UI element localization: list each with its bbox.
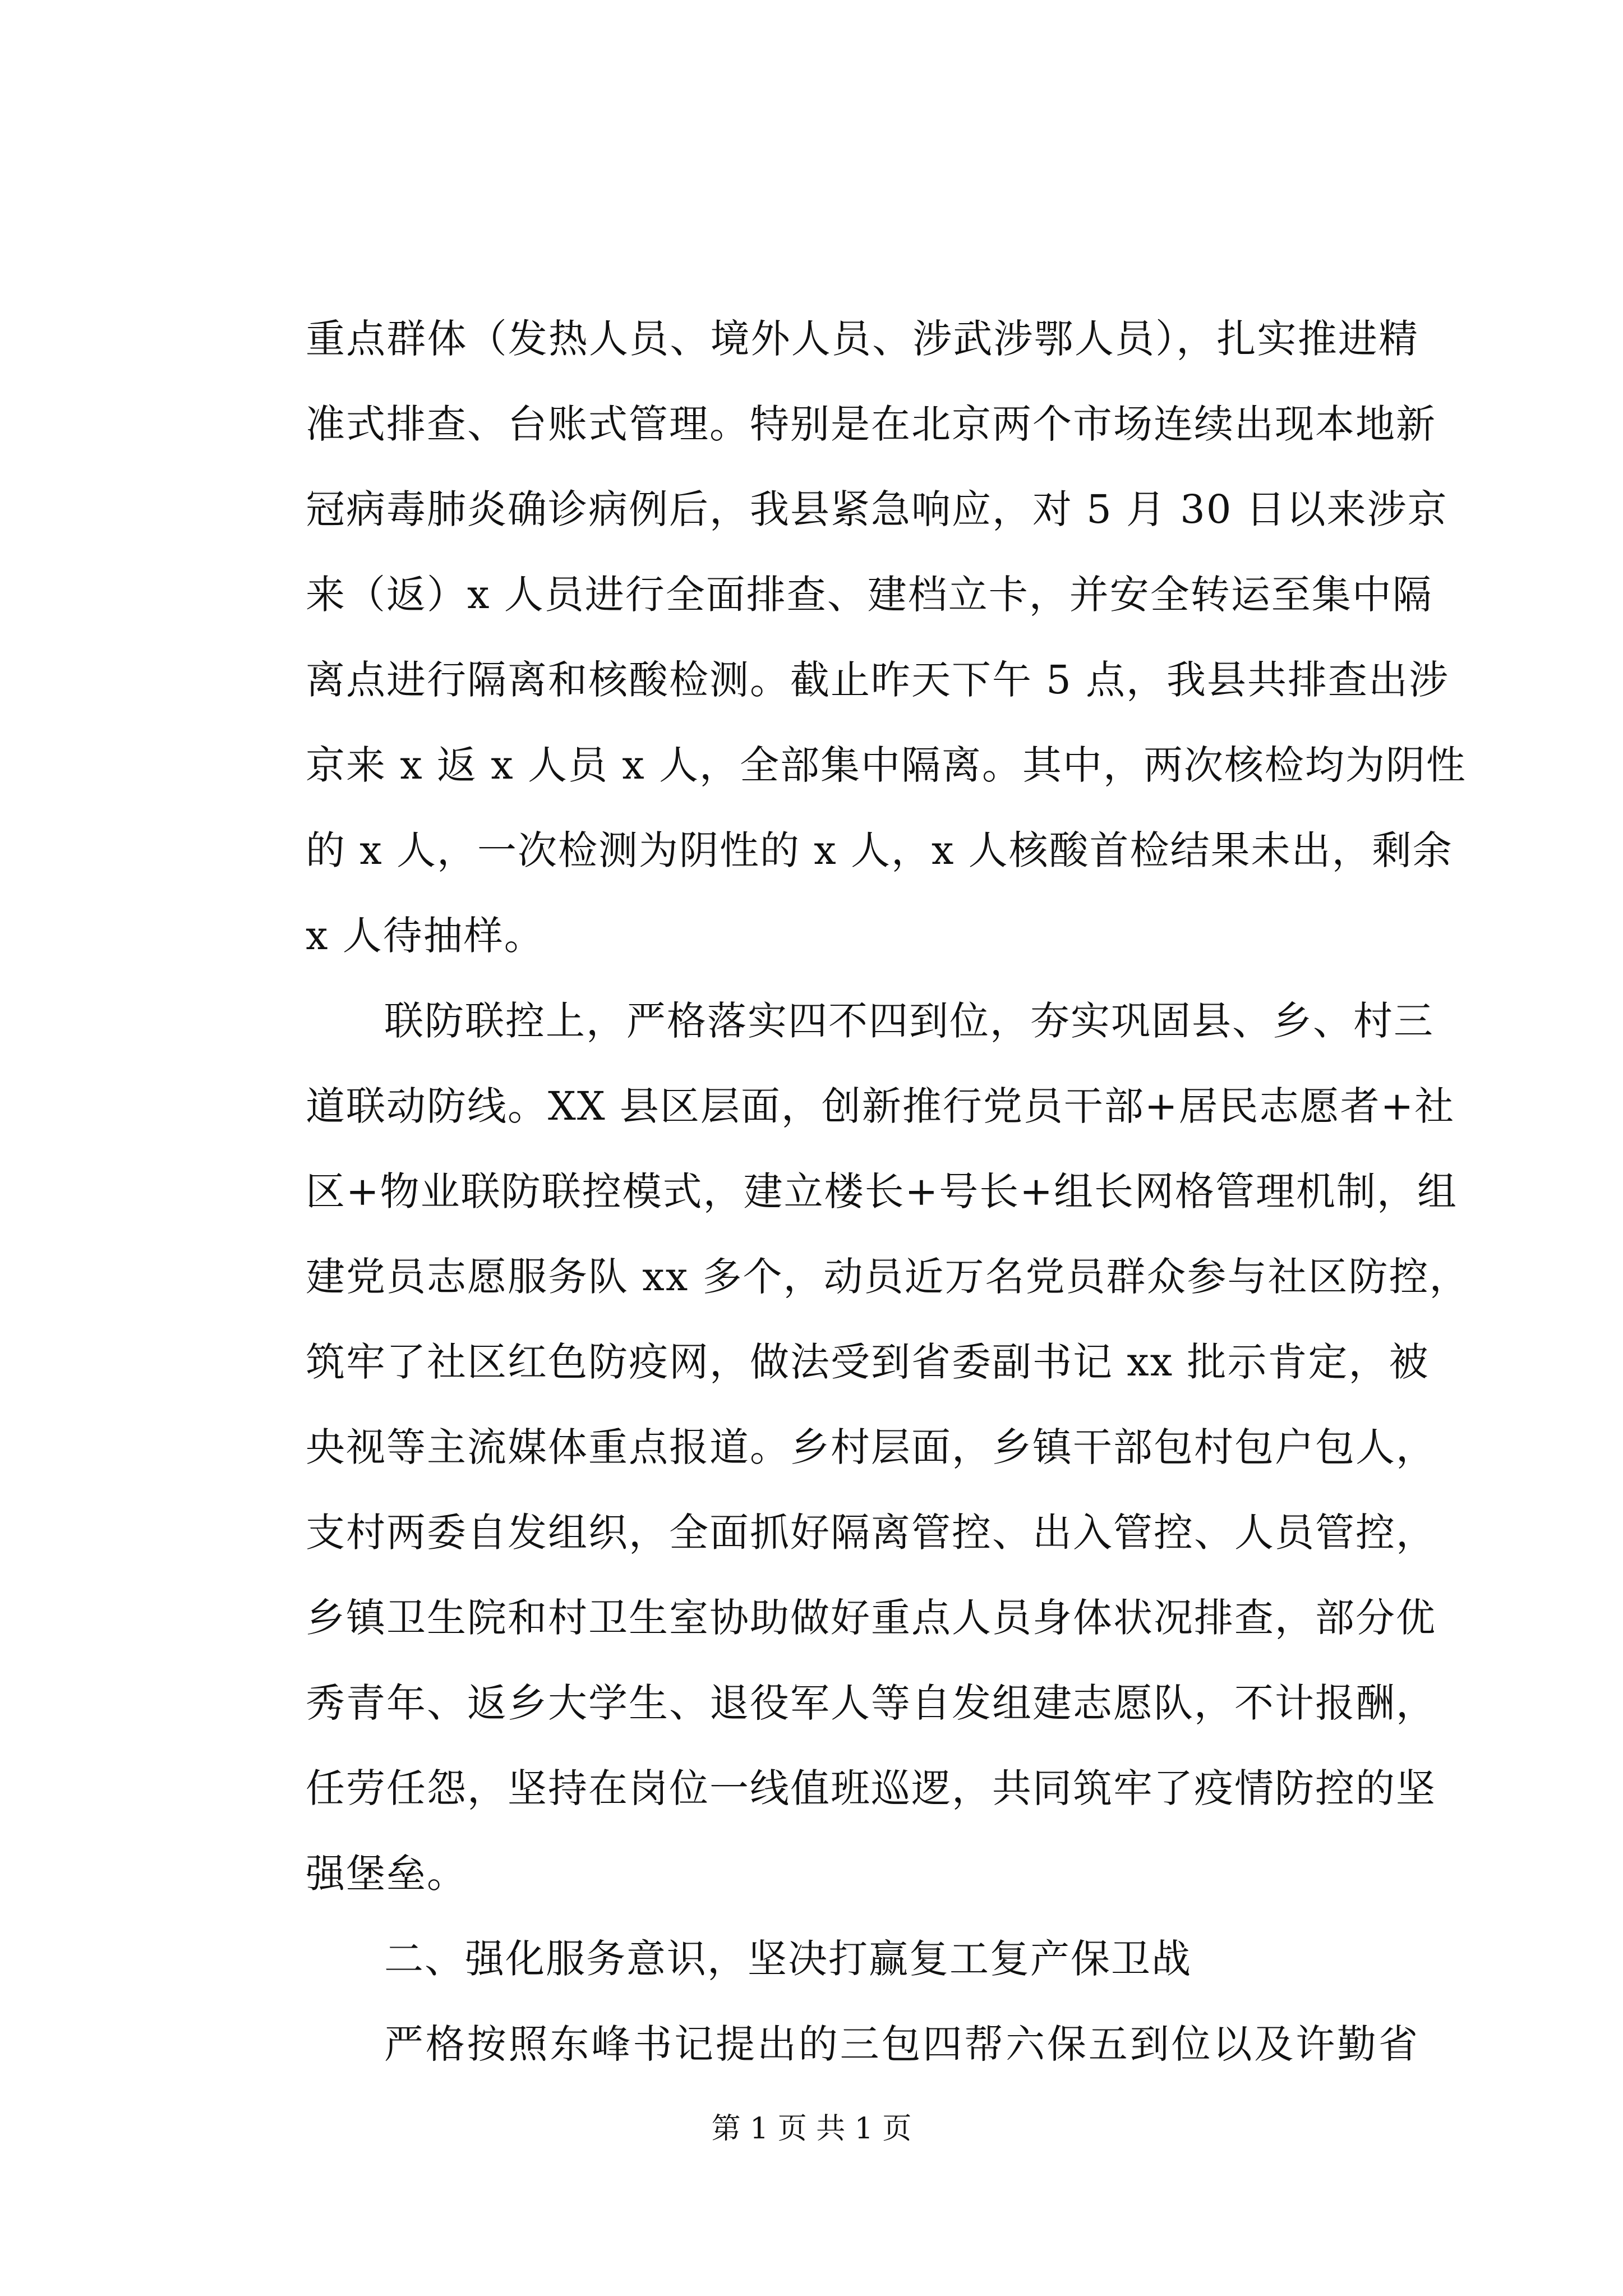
text-line: 央视等主流媒体重点报道。乡村层面，乡镇干部包村包户包人， (306, 1424, 1436, 1470)
text-line: 乡镇卫生院和村卫生室协助做好重点人员身体状况排查，部分优 (306, 1595, 1436, 1641)
paragraph-first-line: 严格按照东峰书记提出的三包四帮六保五到位以及许勤省 (384, 2021, 1419, 2067)
text-line: 离点进行隔离和核酸检测。截止昨天下午 5 点，我县共排查出涉 (306, 657, 1450, 703)
text-line: 重点群体（发热人员、境外人员、涉武涉鄂人员），扎实推进精 (306, 316, 1419, 362)
paragraph-first-line: 联防联控上，严格落实四不四到位，夯实巩固县、乡、村三 (384, 998, 1434, 1044)
text-line: 冠病毒肺炎确诊病例后，我县紧急响应，对 5 月 30 日以来涉京 (306, 486, 1448, 532)
text-line: 强堡垒。 (306, 1851, 467, 1897)
text-line: 准式排查、台账式管理。特别是在北京两个市场连续出现本地新 (306, 401, 1436, 447)
text-line: 的 x 人，一次检测为阴性的 x 人，x 人核酸首检结果未出，剩余 (306, 827, 1453, 873)
section-heading: 二、强化服务意识，坚决打赢复工复产保卫战 (384, 1936, 1192, 1982)
text-line: x 人待抽样。 (306, 913, 545, 959)
text-line: 来（返）x 人员进行全面排查、建档立卡，并安全转运至集中隔 (306, 572, 1433, 618)
text-line: 建党员志愿服务队 xx 多个，动员近万名党员群众参与社区防控， (306, 1254, 1470, 1300)
text-line: 筑牢了社区红色防疫网，做法受到省委副书记 xx 批示肯定，被 (306, 1339, 1430, 1385)
text-line: 道联动防线。XX 县区层面，创新推行党员干部+居民志愿者+社 (306, 1083, 1455, 1129)
text-line: 支村两委自发组织，全面抓好隔离管控、出入管控、人员管控， (306, 1510, 1436, 1556)
document-body (306, 296, 1470, 2087)
text-line: 任劳任怨，坚持在岗位一线值班巡逻，共同筑牢了疫情防控的坚 (306, 1765, 1436, 1811)
text-line: 区+物业联防联控模式，建立楼长+号长+组长网格管理机制，组 (306, 1168, 1458, 1214)
page-footer: 第 1 页 共 1 页 (711, 2112, 912, 2146)
text-line: 京来 x 返 x 人员 x 人，全部集中隔离。其中，两次核检均为阴性 (306, 742, 1467, 788)
text-line: 秀青年、返乡大学生、退役军人等自发组建志愿队，不计报酬， (306, 1680, 1436, 1726)
